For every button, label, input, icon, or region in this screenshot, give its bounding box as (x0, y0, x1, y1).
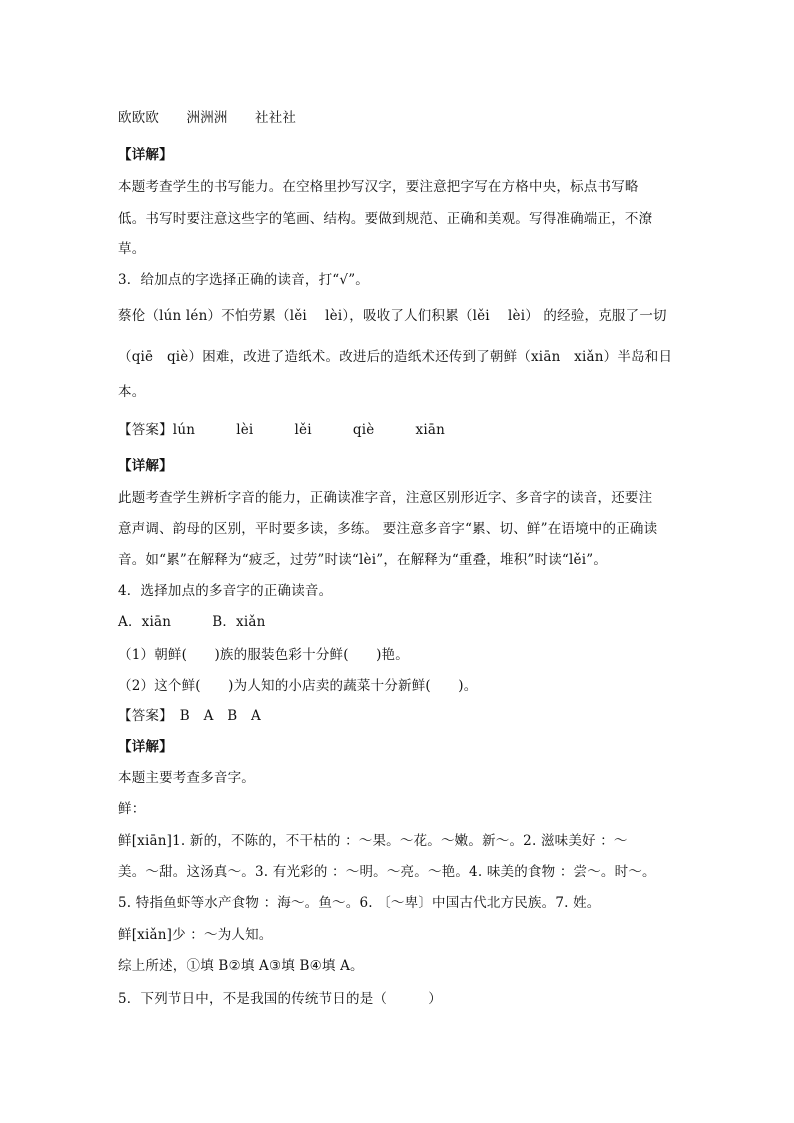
explanation-text: 5. 特指鱼虾等水产食物 ：海～。鱼～。6. 〔～卑〕中国古代北方民族。7. 姓。 (118, 895, 601, 911)
explanation-text: 本题考查学生的书写能力。在空格里抄写汉字，要注意把字写在方格中央，标点书写略 (118, 179, 639, 195)
answer-4: 【答案】 B A B A (118, 708, 261, 724)
explanation-summary: 综上所述，①填 B②填 A③填 B④填 A。 (118, 958, 364, 974)
explanation-text: 美。～甜。这汤真～。3. 有光彩的 ：～明。～亮。～艳。4. 味美的食物 ：尝～。时～。 (118, 864, 656, 880)
explanation-text: 音。如“累”在解释为“疲乏，过劳”时读“lèi”，在解释为“重叠，堆积”时读“lěi”。 (118, 552, 608, 568)
question-4-options: A．xiān B．xiǎn (118, 614, 266, 630)
answer-3: 【答案】lún lèi lěi qiè xiān (118, 422, 445, 438)
question-4-item-2: （2）这个鲜( )为人知的小店卖的蔬菜十分新鲜( )。 (118, 678, 478, 694)
explanation-heading: 【详解】 (118, 739, 173, 755)
question-5-title: 5．下列节日中，不是我国的传统节日的是（ ） (118, 991, 442, 1007)
explanation-text: 鲜[xiān]1. 新的，不陈的，不干枯的 ：～果。～花。～嫩。新～。2. 滋味美好 ：～ (118, 833, 628, 849)
explanation-text: 此题考查学生辨析字音的能力，正确读准字音，注意区别形近字、多音字的读音，还要注 (118, 490, 653, 506)
question-4-title: 4．选择加点的多音字的正确读音。 (118, 583, 333, 599)
question-4-item-1: （1）朝鲜( )族的服装色彩十分鲜( )艳。 (118, 647, 409, 663)
explanation-heading: 【详解】 (118, 458, 173, 474)
question-3-text: 本。 (118, 384, 146, 400)
question-3-text: （qiē qiè）困难，改进了造纸术。改进后的造纸术还传到了朝鲜（xiān xiǎn）半岛和日 (118, 349, 673, 365)
explanation-text: 鲜： (118, 801, 146, 817)
explanation-text: 本题主要考查多音字。 (118, 770, 255, 786)
practice-characters: 欧欧欧 洲洲洲 社社社 (118, 110, 297, 126)
explanation-heading: 【详解】 (118, 147, 173, 163)
explanation-text: 低。书写时要注意这些字的笔画、结构。要做到规范、正确和美观。写得准确端正，不潦 (118, 211, 653, 227)
explanation-text: 草。 (118, 241, 146, 257)
question-3-title: 3．给加点的字选择正确的读音，打“√”。 (118, 272, 369, 288)
question-3-text: 蔡伦（lún lén）不怕劳累（lěi lèi），吸收了人们积累（lěi lèi） 的经验，克服了一切 (118, 308, 667, 324)
explanation-text: 意声调、韵母的区别，平时要多读，多练。 要注意多音字“累、切、鲜”在语境中的正确读 (118, 521, 658, 537)
explanation-text: 鲜[xiǎn]少 ：～为人知。 (118, 927, 273, 943)
